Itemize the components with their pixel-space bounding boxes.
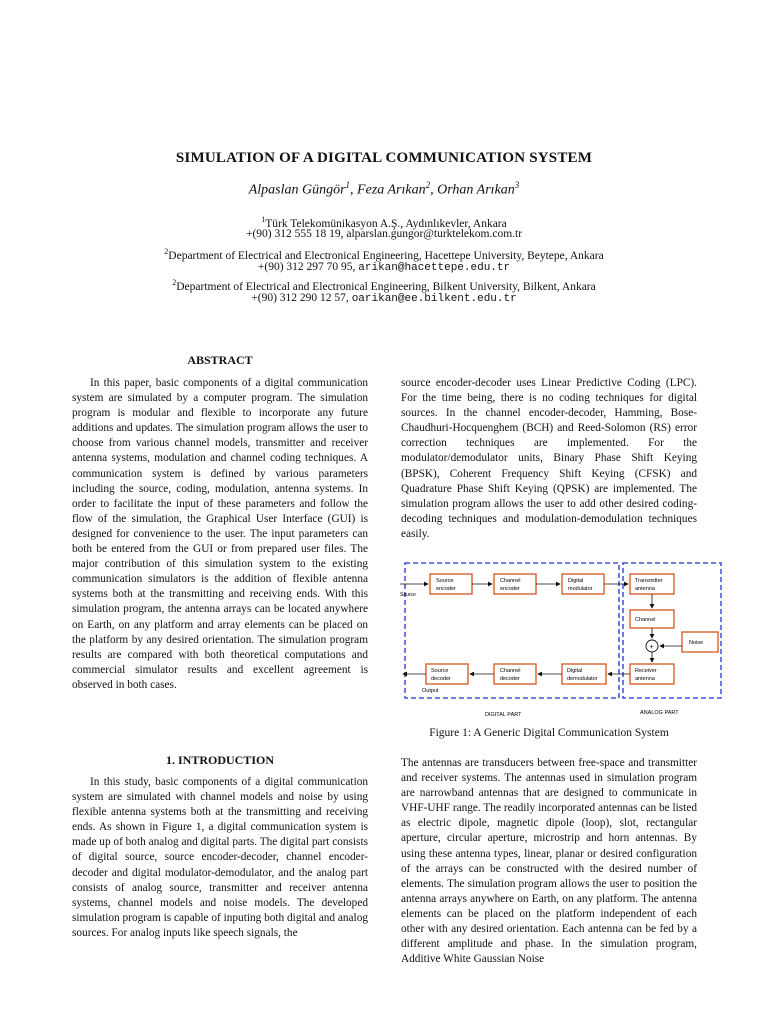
source-encoder-block — [430, 574, 472, 594]
flow-arrows — [400, 584, 682, 674]
block-label: Channel — [500, 578, 521, 584]
source-decoder-block — [426, 664, 468, 684]
affiliation-2-contact — [0, 260, 768, 276]
block-label: decoder — [431, 676, 451, 682]
paper-title: SIMULATION OF A DIGITAL COMMUNICATION SYSTEM — [175, 150, 593, 166]
figure-caption: Figure 1: A Generic Digital Communication System — [429, 727, 669, 739]
block-label: modulator — [568, 586, 593, 592]
introduction-paragraph: In this study, basic components of a digital communication system are simulated with channel models and noise by using flexible antenna systems both at the transmitting and receiving ends. As shown in Figure 1, a digital communication system is made up of both analog and digital parts. The digital part consists of digital source, source encoder-decoder, channel encoder-decoder and digital modulator-demodulator, and the analog part consists of analog source, transmitter and receiver antenna systems, channel models and noise models. The developed simulation program is capable of inputing both digital and analog sources. For analog inputs like speech signals, the — [72, 776, 368, 939]
block-label: antenna — [635, 676, 655, 682]
analog-part-label: ANALOG PART — [640, 710, 679, 716]
block-label: encoder — [436, 586, 456, 592]
affiliation-1-contact: +(90) 312 555 18 19, alparslan.gungor@turktelekom.com.tr — [245, 228, 523, 240]
author-list: Alpaslan Güngör$^1$, Feza Arıkan$^2$, Orhan Arıkan$^3$ — [248, 180, 520, 198]
output-label: Output — [422, 688, 439, 694]
author-name: Orhan Arıkan — [437, 182, 515, 198]
block-diagram-figure — [400, 560, 726, 720]
affiliation-phone: +(90) 312 290 12 57, — [251, 292, 349, 304]
block-label: demodulator — [567, 676, 598, 682]
affiliation-email: oarikan@ee.bilkent.edu.tr — [351, 293, 517, 305]
block-label: Receiver — [635, 668, 657, 674]
author-sup: 3 — [514, 180, 520, 190]
body-paragraph: The antennas are transducers between free-space and transmitter and receiver systems. The antennas used in simulation program are narrowband antennas that are designed to communicate in VHF-UHF range. The readily incorporated antennas can be listed as electric dipole, magnetic dipole (loop), slot, rectangular aperture, circular aperture, microstrip and horn antennas. By using these antenna types, linear, planar or desired configuration of the arrays can be constructed with the desired number of elements. The simulation program allows the user to position the antenna arrays anywhere on Earth, on any platform. The antenna elements can be placed on the platform independent of each other with any desired orientation. Each antenna can be fed by a different amplitude and phase. In the simulation program, Additive White Gaussian Noise — [401, 757, 697, 966]
right-column-bottom — [401, 756, 697, 967]
digital-modulator-block — [562, 574, 604, 594]
source-label: Source — [400, 592, 416, 598]
introduction-body — [72, 775, 368, 941]
adder-node — [646, 640, 658, 652]
affiliation-text: Türk Telekomünikasyon A.Ş., Aydınlıkevler, Ankara — [265, 217, 507, 230]
channel-decoder-block — [494, 664, 536, 684]
body-paragraph: source encoder-decoder uses Linear Predictive Coding (LPC). For the time being, there is no coding techniques for digital sources. In the channel encoder-decoder, Hamming, Bose-Chaudhuri-Hocquenghem (BCH) and Reed-Solomon (RS) error correction techniques are implemented. For the modulator/demodulator units, Binary Phase Shift Keying (BPSK), Coherent Frequency Shift Keying (CFSK) and Quadrature Phase Shift Keying (QPSK) are implemented. The simulation program allows the user to add other desired coding-decoding techniques and modulation-demodulation techniques easily. — [401, 377, 697, 540]
block-label: Source — [436, 578, 454, 584]
block-label: Digital — [567, 668, 583, 674]
affiliation-email: arikan@hacettepe.edu.tr — [358, 262, 511, 274]
digital-demodulator-block — [562, 664, 606, 684]
channel-block — [630, 610, 674, 628]
affiliation-sup: 1 — [261, 215, 266, 224]
abstract-paragraph: In this paper, basic components of a digital communication system are simulated by a computer program. The simulation program is modular and flexible to incorporate any future additions and updates. The simulation program allows the user to choose from various channel models, transmitter and receiver antenna systems, modulation and channel coding techniques. A communication system is defined by various parameters including the source, coding, modulation, antenna systems. In order to facilitate the input of these parameters and follow the flow of the simulation, the Graphical User Interface (GUI) is designed for convenience to the user. The input parameters can both be entered from the GUI or from prepared user files. The major contribution of this simulation system to the existing communication simulators is the addition of flexible antenna systems both at the transmitting and receiving ends. With this simulation program, the antenna arrays can be located anywhere on Earth, on any platform and array elements can be placed on the platform by any desired orientation. The simulation program results are compared with both theoretical computations and commercial simulator results and excellent agreement is observed in both cases. — [72, 377, 368, 691]
author-sup: 2 — [425, 180, 431, 190]
noise-block — [682, 632, 718, 652]
block-label: Digital — [568, 578, 584, 584]
receiver-antenna-block — [630, 664, 674, 684]
block-label: Source — [431, 668, 449, 674]
affiliation-text: Department of Electrical and Electronical Engineering, Hacettepe University, Beytepe, Ankara — [168, 249, 604, 262]
introduction-heading: 1. INTRODUCTION — [165, 753, 274, 767]
right-column-top — [401, 376, 697, 542]
digital-part-label: DIGITAL PART — [485, 712, 522, 718]
affiliation-text: Department of Electrical and Electronical Engineering, Bilkent University, Bilkent, Ankara — [176, 280, 596, 293]
affiliation-sup: 2 — [172, 278, 177, 287]
block-label: antenna — [635, 586, 655, 592]
affiliation-sup: 2 — [164, 247, 169, 256]
block-label: Channel — [635, 617, 656, 623]
affiliation-phone: +(90) 312 297 70 95, — [257, 261, 356, 273]
author-sup: 1 — [345, 180, 351, 190]
adder-symbol: + — [649, 644, 654, 651]
block-label: Transmitter — [635, 578, 663, 584]
affiliation-3-contact — [0, 291, 768, 307]
block-label: encoder — [500, 586, 520, 592]
block-label: decoder — [500, 676, 520, 682]
abstract-body — [72, 376, 368, 693]
block-label: Channel — [500, 668, 521, 674]
abstract-heading: ABSTRACT — [187, 353, 253, 367]
block-label: Noise — [689, 640, 704, 646]
transmitter-antenna-block — [630, 574, 674, 594]
author-name: Feza Arıkan — [357, 182, 426, 198]
author-name: Alpaslan Güngör — [248, 182, 346, 198]
channel-encoder-block — [494, 574, 536, 594]
